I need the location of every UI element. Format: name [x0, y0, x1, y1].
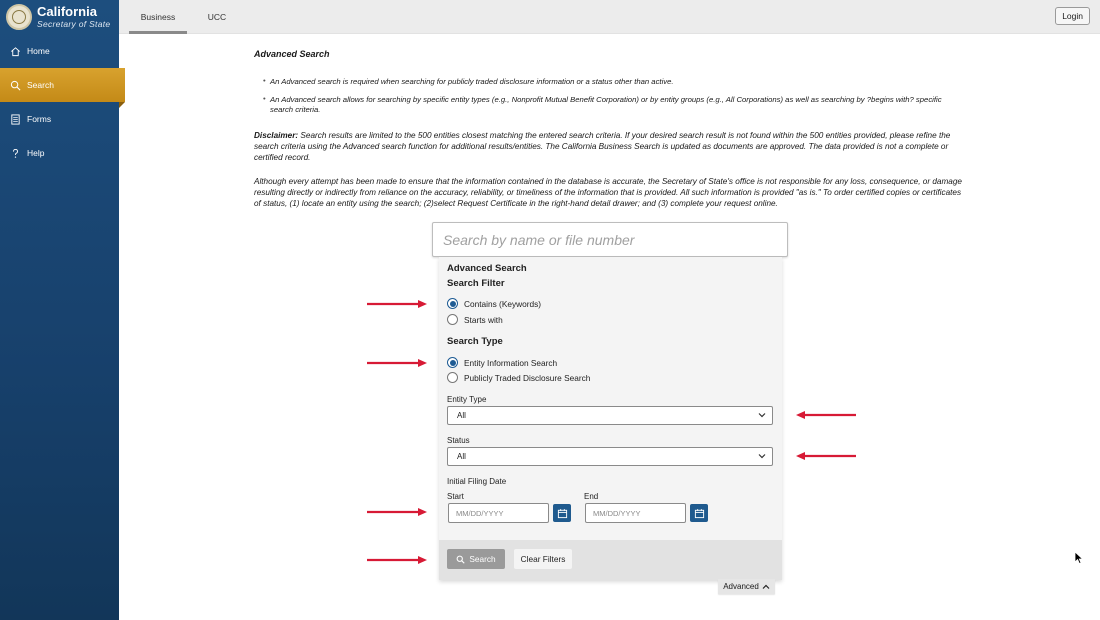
tab-business[interactable]: Business	[129, 0, 187, 34]
radio-unselected-icon	[447, 314, 458, 325]
panel-title: Advanced Search	[447, 263, 527, 274]
entity-type-select[interactable]	[447, 406, 773, 425]
document-icon	[9, 113, 21, 125]
sidebar-item-search[interactable]	[0, 68, 125, 102]
chevron-up-icon	[762, 583, 770, 591]
start-date-input[interactable]: MM/DD/YYYY	[448, 503, 549, 523]
annotation-arrow-left-icon	[795, 451, 857, 461]
annotation-arrow-right-icon	[366, 299, 428, 309]
start-calendar-button[interactable]	[553, 504, 571, 522]
sidebar-item-label: Search	[27, 80, 54, 90]
radio-starts-with[interactable]	[447, 314, 503, 325]
disclaimer-body: Search results are limited to the 500 entities closest matching the entered search criteria. If your desired search result is not found within the 500 entities provided, please refine the search criteria using the Advanced search function for additional results/entities. The California Business Search is updated as documents are approved. The data provided is not a complete or certified record.	[254, 131, 951, 163]
search-type-title: Search Type	[447, 336, 503, 347]
advanced-toggle-label: Advanced	[723, 582, 759, 591]
disclaimer-label: Disclaimer:	[254, 131, 299, 140]
search-icon	[456, 555, 465, 564]
radio-contains-keywords[interactable]	[447, 298, 541, 309]
calendar-icon	[694, 508, 705, 519]
radio-selected-icon	[447, 298, 458, 309]
info-bullet: • An Advanced search allows for searching by specific entity types (e.g., Nonprofit Mutual Benefit Corporation) or by entity groups (e.g., All Corporations) as well as searching by ?begins with? specific search criteria.	[270, 95, 960, 114]
page-title: Advanced Search	[254, 49, 330, 59]
radio-selected-icon	[447, 357, 458, 368]
annotation-arrow-right-icon	[366, 507, 428, 517]
radio-label: Entity Information Search	[464, 357, 558, 368]
radio-entity-information-search[interactable]	[447, 357, 557, 368]
brand-subtitle: Secretary of State	[37, 19, 111, 29]
search-box	[432, 222, 788, 257]
annotation-arrow-right-icon	[366, 555, 428, 565]
chevron-down-icon	[758, 452, 766, 460]
initial-filing-date-label: Initial Filing Date	[447, 477, 507, 486]
entity-type-label: Entity Type	[447, 395, 487, 404]
search-icon	[9, 79, 21, 91]
login-button[interactable]: Login	[1055, 7, 1090, 25]
tab-ucc[interactable]: UCC	[207, 12, 227, 22]
end-calendar-button[interactable]	[690, 504, 708, 522]
question-icon	[9, 147, 21, 159]
annotation-arrow-right-icon	[366, 358, 428, 368]
search-button[interactable]	[447, 549, 505, 569]
mouse-cursor-icon	[1074, 551, 1084, 565]
sidebar-item-label: Help	[27, 148, 45, 158]
entity-type-value: All	[457, 411, 466, 420]
disclaimer-text	[254, 130, 966, 164]
calendar-icon	[557, 508, 568, 519]
sidebar-item-label: Forms	[27, 114, 52, 124]
sidebar	[0, 0, 119, 620]
annotation-arrow-left-icon	[795, 410, 857, 420]
radio-label: Starts with	[464, 314, 503, 325]
top-bar	[119, 0, 1100, 34]
status-select[interactable]	[447, 447, 773, 466]
advanced-search-panel	[439, 257, 782, 580]
sidebar-item-home[interactable]	[0, 34, 119, 68]
status-value: All	[457, 452, 466, 461]
info-bullet: • An Advanced search is required when searching for publicly traded disclosure information or a status other than active.	[270, 77, 960, 87]
radio-unselected-icon	[447, 372, 458, 383]
sidebar-item-label: Home	[27, 46, 50, 56]
home-icon	[9, 45, 21, 57]
search-input[interactable]	[433, 223, 787, 256]
start-date-label: Start	[447, 492, 464, 501]
brand[interactable]	[0, 0, 119, 34]
radio-publicly-traded-disclosure-search[interactable]	[447, 372, 590, 383]
advanced-toggle-button[interactable]	[718, 579, 775, 594]
search-filter-title: Search Filter	[447, 278, 505, 289]
clear-filters-button[interactable]: Clear Filters	[514, 549, 572, 569]
radio-label: Contains (Keywords)	[464, 298, 542, 309]
brand-title: California	[37, 4, 97, 19]
notice-text: Although every attempt has been made to ensure that the information contained in the database is accurate, the Secretary of State's office is not responsible for any loss, consequence, or damage resulting directly or indirectly from reliance on the accuracy, reliability, or timeliness of the information that is provided. All such information is provided "as is." To order certified copies or certificates of status, (1) locate an entity using the search; (2)select Request Certificate in the right-hand detail drawer; and (3) complete your request online.	[254, 177, 962, 209]
state-seal-icon	[6, 4, 32, 30]
sidebar-item-forms[interactable]	[0, 102, 119, 136]
end-date-input[interactable]: MM/DD/YYYY	[585, 503, 686, 523]
end-date-label: End	[584, 492, 599, 501]
chevron-down-icon	[758, 411, 766, 419]
search-button-label: Search	[469, 554, 496, 564]
radio-label: Publicly Traded Disclosure Search	[464, 372, 591, 383]
status-label: Status	[447, 436, 470, 445]
sidebar-item-help[interactable]	[0, 136, 119, 170]
